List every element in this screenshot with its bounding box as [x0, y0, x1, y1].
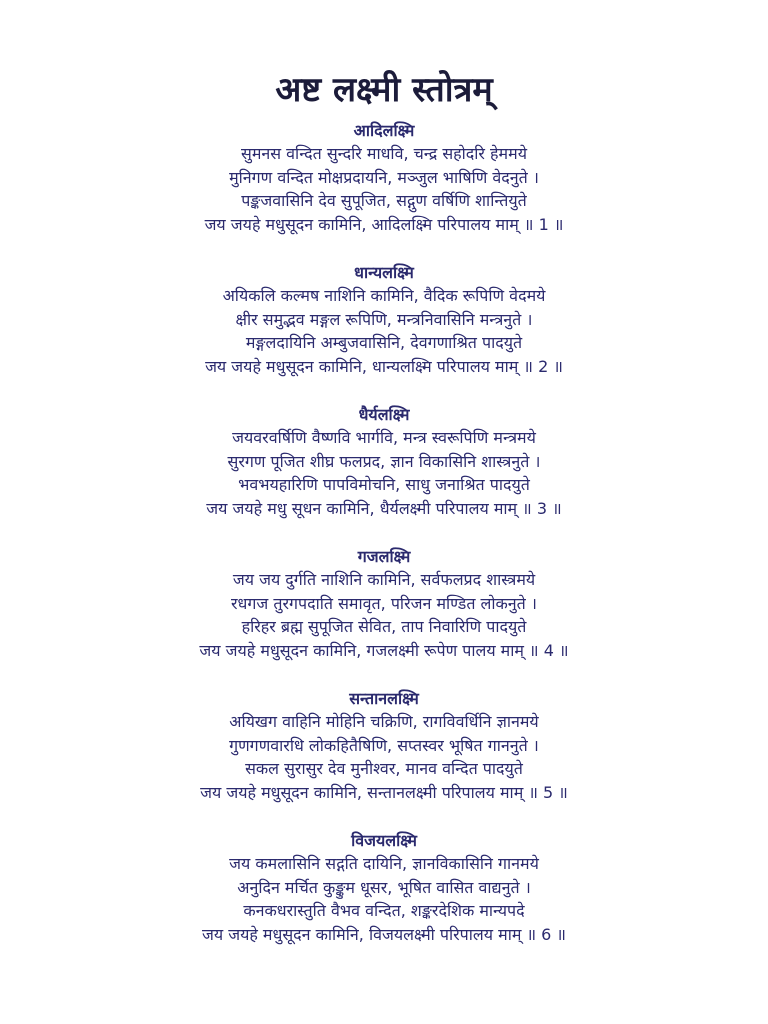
stotra-section-2 — [0, 262, 768, 378]
verse-line: पङ्कजवासिनि देव सुपूजित, सद्गुण वर्षिणि शान्तियुते — [241, 191, 527, 210]
verse-line: जय जयहे मधु सूधन कामिनि, धैर्यलक्ष्मी परिपालय माम् ॥ 3 ॥ — [206, 498, 562, 518]
verse-line: जय जयहे मधुसूदन कामिनि, गजलक्ष्मी रूपेण पालय माम् ॥ 4 ॥ — [199, 640, 569, 660]
stotra-section-1 — [0, 120, 768, 236]
verse-line: जयवरवर्षिणि वैष्णवि भार्गवि, मन्त्र स्वरूपिणि मन्त्रमये — [232, 428, 536, 447]
section-heading: विजयलक्ष्मि — [351, 831, 417, 850]
verse-line: जय जयहे मधुसूदन कामिनि, विजयलक्ष्मी परिपालय माम् ॥ 6 ॥ — [201, 924, 567, 944]
verse-line: हरिहर ब्रह्म सुपूजित सेवित, ताप निवारिणि पादयुते — [241, 617, 527, 636]
stotra-section-5 — [0, 688, 768, 804]
verse-line: अयिकलि कल्मष नाशिनि कामिनि, वैदिक रूपिणि वेदमये — [222, 286, 546, 305]
verse-line: जय जयहे मधुसूदन कामिनि, धान्यलक्ष्मि परिपालय माम् ॥ 2 ॥ — [205, 356, 563, 376]
verse-line: जय जयहे मधुसूदन कामिनि, सन्तानलक्ष्मी परिपालय माम् ॥ 5 ॥ — [200, 782, 568, 802]
verse-line: सुरगण पूजित शीघ्र फलप्रद, ज्ञान विकासिनि शास्त्रनुते । — [227, 451, 541, 471]
verse-line: मुनिगण वन्दित मोक्षप्रदायनि, मञ्जुल भाषिणि वेदनुते । — [229, 167, 539, 187]
verse-line: जय कमलासिनि सद्गति दायिनि, ज्ञानविकासिनि गानमये — [229, 854, 539, 873]
verse-line: अनुदिन मर्चित कुङ्कुम धूसर, भूषित वासित वाद्यनुते । — [237, 877, 531, 897]
stotra-section-3 — [0, 404, 768, 520]
section-heading: धैर्यलक्ष्मि — [358, 405, 410, 424]
section-heading: धान्यलक्ष्मि — [354, 263, 414, 282]
section-heading: आदिलक्ष्मि — [353, 121, 415, 140]
verse-line: गुणगणवारधि लोकहितैषिणि, सप्तस्वर भूषित गाननुते । — [229, 735, 539, 755]
section-heading: गजलक्ष्मि — [357, 547, 411, 566]
verse-line: अयिखग वाहिनि मोहिनि चक्रिणि, रागविवर्धिनि ज्ञानमये — [229, 712, 539, 731]
verse-line: भवभयहारिणि पापविमोचनि, साधु जनाश्रित पादयुते — [238, 475, 530, 494]
verse-line: कनकधरास्तुति वैभव वन्दित, शङ्करदेशिक मान्यपदे — [243, 901, 525, 920]
verse-line: रधगज तुरगपदाति समावृत, परिजन मण्डित लोकनुते । — [231, 593, 537, 613]
verse-line: जय जय दुर्गति नाशिनि कामिनि, सर्वफलप्रद शास्त्रमये — [232, 570, 536, 589]
page-title: अष्ट लक्ष्मी स्तोत्रम् — [275, 70, 493, 110]
verse-line: सुमनस वन्दित सुन्दरि माधवि, चन्द्र सहोदरि हेममये — [241, 144, 527, 163]
verse-line: मङ्गलदायिनि अम्बुजवासिनि, देवगणाश्रित पादयुते — [245, 333, 523, 352]
section-heading: सन्तानलक्ष्मि — [349, 689, 419, 708]
verse-line: क्षीर समुद्भव मङ्गल रूपिणि, मन्त्रनिवासिनि मन्त्रनुते । — [235, 309, 533, 329]
verse-line: जय जयहे मधुसूदन कामिनि, आदिलक्ष्मि परिपालय माम् ॥ 1 ॥ — [204, 214, 564, 234]
verse-line: सकल सुरासुर देव मुनीश्वर, मानव वन्दित पादयुते — [245, 759, 523, 778]
stotra-section-4 — [0, 546, 768, 662]
stotra-section-6 — [0, 830, 768, 946]
